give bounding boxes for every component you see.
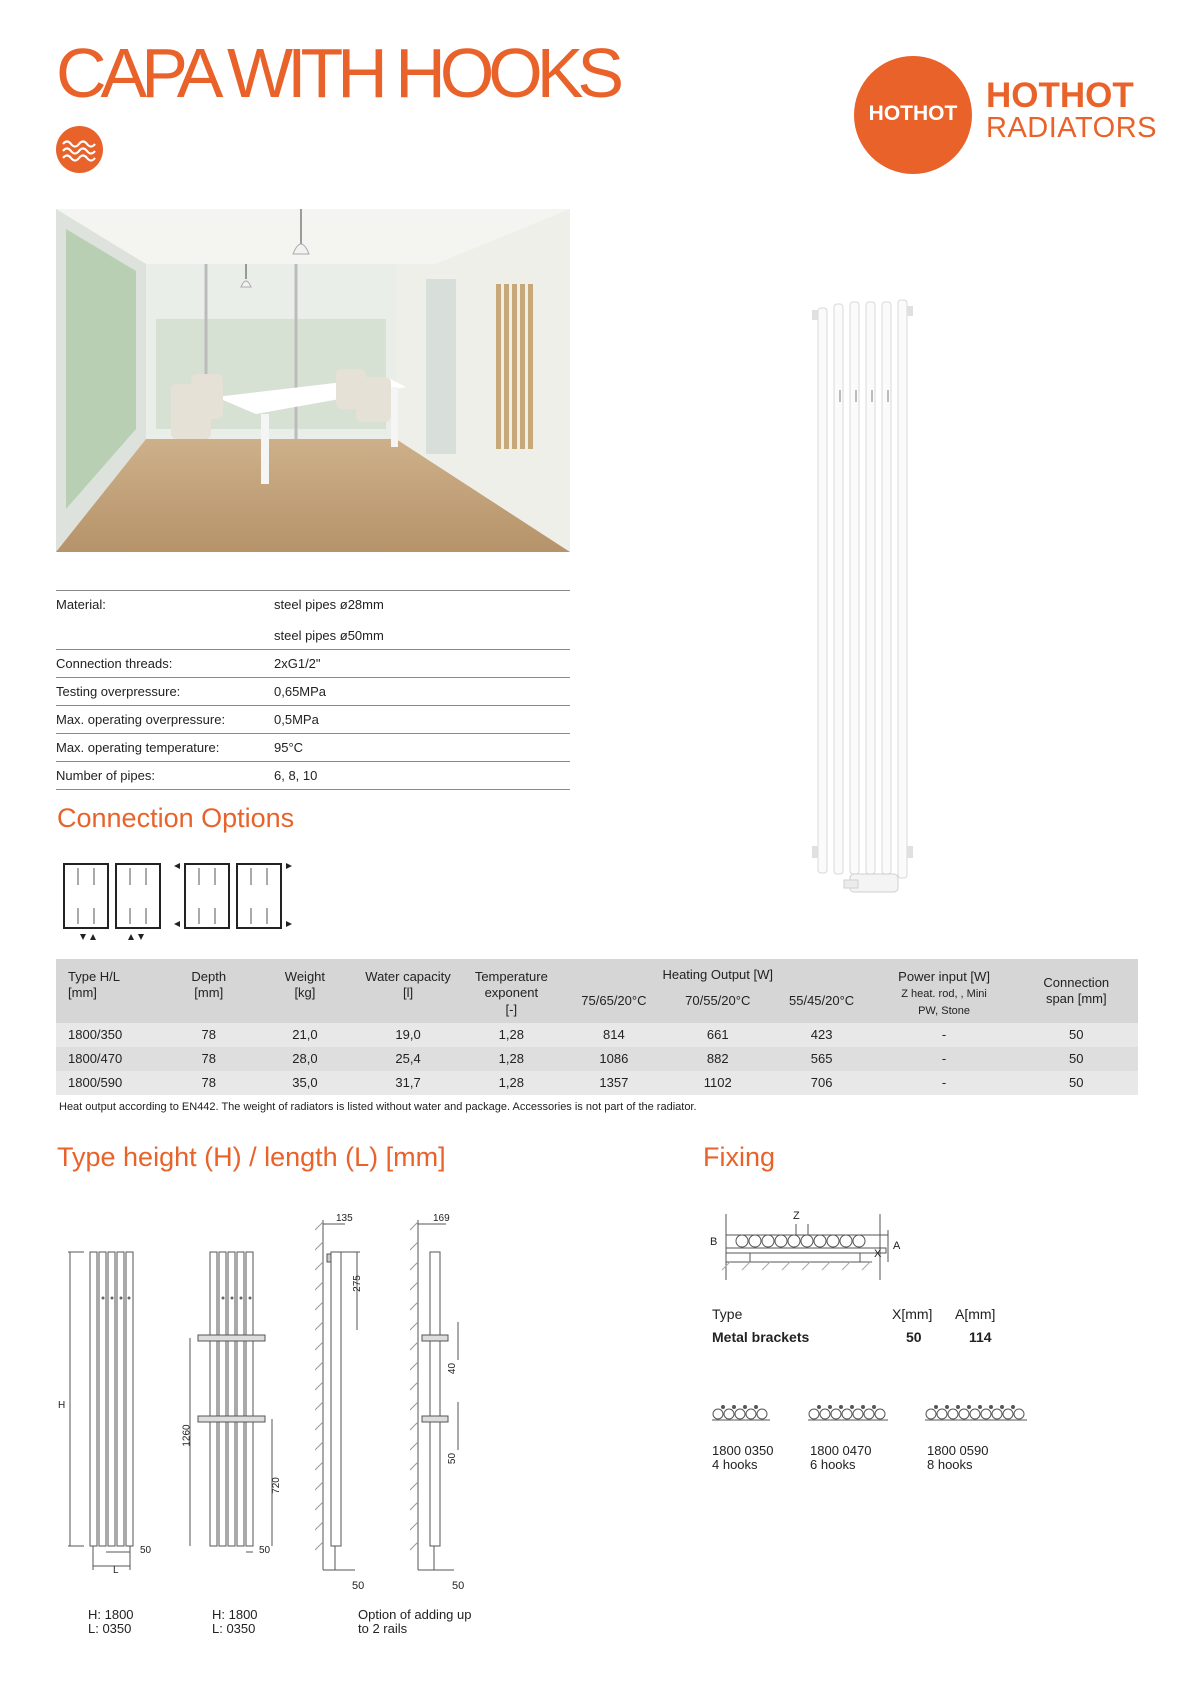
spec-row xyxy=(56,705,570,733)
room-photo xyxy=(56,209,570,552)
cell-span: 50 xyxy=(1069,1075,1084,1091)
dim-720-label: 720 xyxy=(270,1477,282,1494)
hooks-count: 8 hooks xyxy=(927,1457,973,1473)
col-power-sub: Z heat. rod, , Mini xyxy=(901,988,987,1001)
caption-drawing-3 xyxy=(358,1608,471,1637)
caption-drawing-1 xyxy=(88,1608,134,1637)
hooks-code: 1800 0590 xyxy=(927,1443,989,1458)
col-t2: 70/55/20°C xyxy=(685,992,751,1008)
hooks-count: 4 hooks xyxy=(712,1457,758,1473)
hooks-code: 1800 0470 xyxy=(810,1443,872,1458)
col-t1: 75/65/20°C xyxy=(581,992,647,1008)
cell-depth: 78 xyxy=(201,1027,216,1043)
cell-temp: 1,28 xyxy=(498,1027,524,1043)
caption-line: H: 1800 xyxy=(212,1607,258,1622)
drawing-side-hooks xyxy=(315,1210,385,1590)
spec-row xyxy=(56,649,570,677)
cell-t3: 706 xyxy=(810,1075,833,1091)
fixing-diagram xyxy=(712,1210,912,1290)
table-row xyxy=(56,1047,1138,1071)
col-span-label: Connection xyxy=(1043,975,1110,990)
spec-label: Testing overpressure: xyxy=(56,684,181,699)
table-row xyxy=(56,1071,1138,1095)
dim-275-label: 275 xyxy=(351,1275,363,1292)
col-temperature xyxy=(461,959,562,1023)
col-water-label: Water capacity xyxy=(365,969,451,984)
caption-line: H: 1800 xyxy=(88,1607,134,1622)
cell-t2: 1102 xyxy=(703,1075,732,1091)
fixing-heading: Fixing xyxy=(703,1142,776,1172)
spec-label: Material: xyxy=(56,597,106,612)
brand-logo-text: HOTHOT xyxy=(868,102,958,125)
col-power-sub-2: PW, Stone xyxy=(918,1005,971,1017)
cell-water: 31,7 xyxy=(395,1075,421,1091)
dim-50-label-4: 50 xyxy=(452,1580,465,1592)
spec-row xyxy=(56,733,570,761)
drawing-side-rails xyxy=(410,1210,480,1590)
caption-line: L: 0350 xyxy=(212,1621,256,1637)
brand-subtitle: RADIATORS xyxy=(986,112,1158,144)
spec-label: Connection threads: xyxy=(56,656,173,671)
specifications-table xyxy=(56,590,570,790)
cell-depth: 78 xyxy=(201,1051,216,1067)
col-power xyxy=(874,959,1015,1023)
cell-weight: 28,0 xyxy=(292,1051,318,1067)
fixing-x-label: X xyxy=(874,1248,882,1260)
dim-135-label: 135 xyxy=(336,1213,353,1224)
page-title: CAPA WITH HOOKS xyxy=(56,34,619,112)
drawing-front-rails xyxy=(180,1240,290,1585)
hooks-caption-2 xyxy=(810,1444,871,1473)
table-row xyxy=(56,1023,1138,1047)
col-depth-unit: [mm] xyxy=(194,985,224,1001)
spec-value: steel pipes ø50mm xyxy=(274,628,384,643)
dim-1260-label: 1260 xyxy=(181,1424,193,1447)
dim-169-label: 169 xyxy=(433,1213,450,1224)
dim-50-label-2: 50 xyxy=(259,1545,271,1556)
spec-value: 0,65MPa xyxy=(274,684,327,699)
caption-line: L: 0350 xyxy=(88,1621,132,1637)
hooks-count: 6 hooks xyxy=(810,1457,856,1473)
radiator-product-image xyxy=(810,298,920,913)
cell-span: 50 xyxy=(1069,1027,1084,1043)
spec-value: 2xG1/2" xyxy=(274,656,321,671)
cell-t1: 1357 xyxy=(599,1075,629,1091)
cell-temp: 1,28 xyxy=(498,1075,524,1091)
dim-50-label: 50 xyxy=(140,1545,152,1556)
fixing-row-x: 50 xyxy=(906,1329,922,1345)
cell-type: 1800/470 xyxy=(68,1051,123,1067)
col-water xyxy=(355,959,460,1023)
cell-water: 25,4 xyxy=(395,1051,421,1067)
col-depth-label: Depth xyxy=(191,969,227,984)
cell-power: - xyxy=(941,1075,947,1091)
cell-type: 1800/590 xyxy=(68,1075,123,1091)
table-footnote: Heat output according to EN442. The weight of radiators is listed without water and package. Accessories is not part of the radiator. xyxy=(59,1101,697,1113)
spec-value: 0,5MPa xyxy=(274,712,319,727)
fixing-row-a: 114 xyxy=(969,1329,992,1345)
fixing-b-label: B xyxy=(710,1236,718,1248)
cell-weight: 21,0 xyxy=(292,1027,318,1043)
brand-logo-circle xyxy=(854,56,972,174)
dim-l-label: L xyxy=(113,1565,119,1576)
hooks-diagram-4 xyxy=(712,1404,772,1429)
spec-label: Max. operating temperature: xyxy=(56,740,220,755)
caption-line: to 2 rails xyxy=(358,1621,408,1637)
spec-row xyxy=(56,677,570,705)
cell-t2: 661 xyxy=(706,1027,729,1043)
col-power-label: Power input [W] xyxy=(898,969,990,984)
cell-temp: 1,28 xyxy=(498,1051,524,1067)
col-type-label: Type H/L xyxy=(68,969,121,984)
dim-50-label-3: 50 xyxy=(352,1580,365,1592)
col-type-unit: [mm] xyxy=(68,985,97,1001)
caption-drawing-2 xyxy=(212,1608,258,1637)
col-temp-unit: [-] xyxy=(505,1001,518,1017)
spec-value: steel pipes ø28mm xyxy=(274,597,384,612)
hooks-caption-3 xyxy=(927,1444,988,1473)
spec-row xyxy=(56,590,570,649)
connection-options-heading: Connection Options xyxy=(57,803,295,833)
fixing-a-label: A xyxy=(893,1240,901,1252)
col-span-unit: span [mm] xyxy=(1045,991,1107,1007)
col-weight-unit: [kg] xyxy=(294,985,316,1001)
cell-t1: 814 xyxy=(603,1027,625,1043)
cell-depth: 78 xyxy=(201,1075,216,1091)
fixing-z-label: Z xyxy=(793,1210,800,1222)
fixing-col-x: X[mm] xyxy=(892,1306,933,1322)
col-temp-label: Temperature xyxy=(474,969,548,984)
cell-t3: 565 xyxy=(810,1051,833,1067)
cell-water: 19,0 xyxy=(395,1027,421,1043)
cell-span: 50 xyxy=(1069,1051,1084,1067)
col-weight xyxy=(254,959,355,1023)
spec-label: Max. operating overpressure: xyxy=(56,712,226,727)
fixing-col-type: Type xyxy=(712,1306,743,1322)
hooks-diagram-6 xyxy=(808,1404,890,1429)
cell-t1: 1086 xyxy=(599,1051,629,1067)
cell-weight: 35,0 xyxy=(292,1075,318,1091)
spec-value: 6, 8, 10 xyxy=(274,768,318,783)
drawing-front-basic xyxy=(56,1240,156,1585)
connection-options-diagram xyxy=(60,860,310,950)
dim-h-label: H xyxy=(58,1400,66,1411)
spec-label: Number of pipes: xyxy=(56,768,155,783)
col-type xyxy=(56,959,163,1023)
col-span xyxy=(1015,959,1138,1023)
fixing-col-a: A[mm] xyxy=(955,1306,996,1322)
spec-value: 95°C xyxy=(274,740,304,755)
cell-t3: 423 xyxy=(810,1027,833,1043)
brand-name: HOTHOT xyxy=(986,76,1134,115)
col-water-unit: [l] xyxy=(402,985,414,1001)
spec-row xyxy=(56,761,570,790)
cell-power: - xyxy=(941,1051,947,1067)
water-waves-icon xyxy=(56,126,103,173)
dim-40-label: 40 xyxy=(447,1362,459,1375)
col-weight-label: Weight xyxy=(284,969,326,984)
cell-type: 1800/350 xyxy=(68,1027,123,1043)
col-depth xyxy=(163,959,254,1023)
hooks-code: 1800 0350 xyxy=(712,1443,774,1458)
fixing-row-type: Metal brackets xyxy=(712,1329,810,1345)
hooks-diagram-8 xyxy=(925,1404,1029,1429)
cell-t2: 882 xyxy=(706,1051,729,1067)
heating-output-table xyxy=(56,959,1138,1095)
type-dimensions-heading: Type height (H) / length (L) [mm] xyxy=(57,1142,446,1172)
caption-line: Option of adding up xyxy=(358,1607,472,1622)
dim-50-vertical-label: 50 xyxy=(447,1452,459,1465)
cell-power: - xyxy=(941,1027,947,1043)
col-temp-label-2: exponent xyxy=(484,985,539,1001)
hooks-caption-1 xyxy=(712,1444,773,1473)
col-heating-output: Heating Output [W] xyxy=(662,967,774,982)
col-t3: 55/45/20°C xyxy=(789,992,855,1008)
